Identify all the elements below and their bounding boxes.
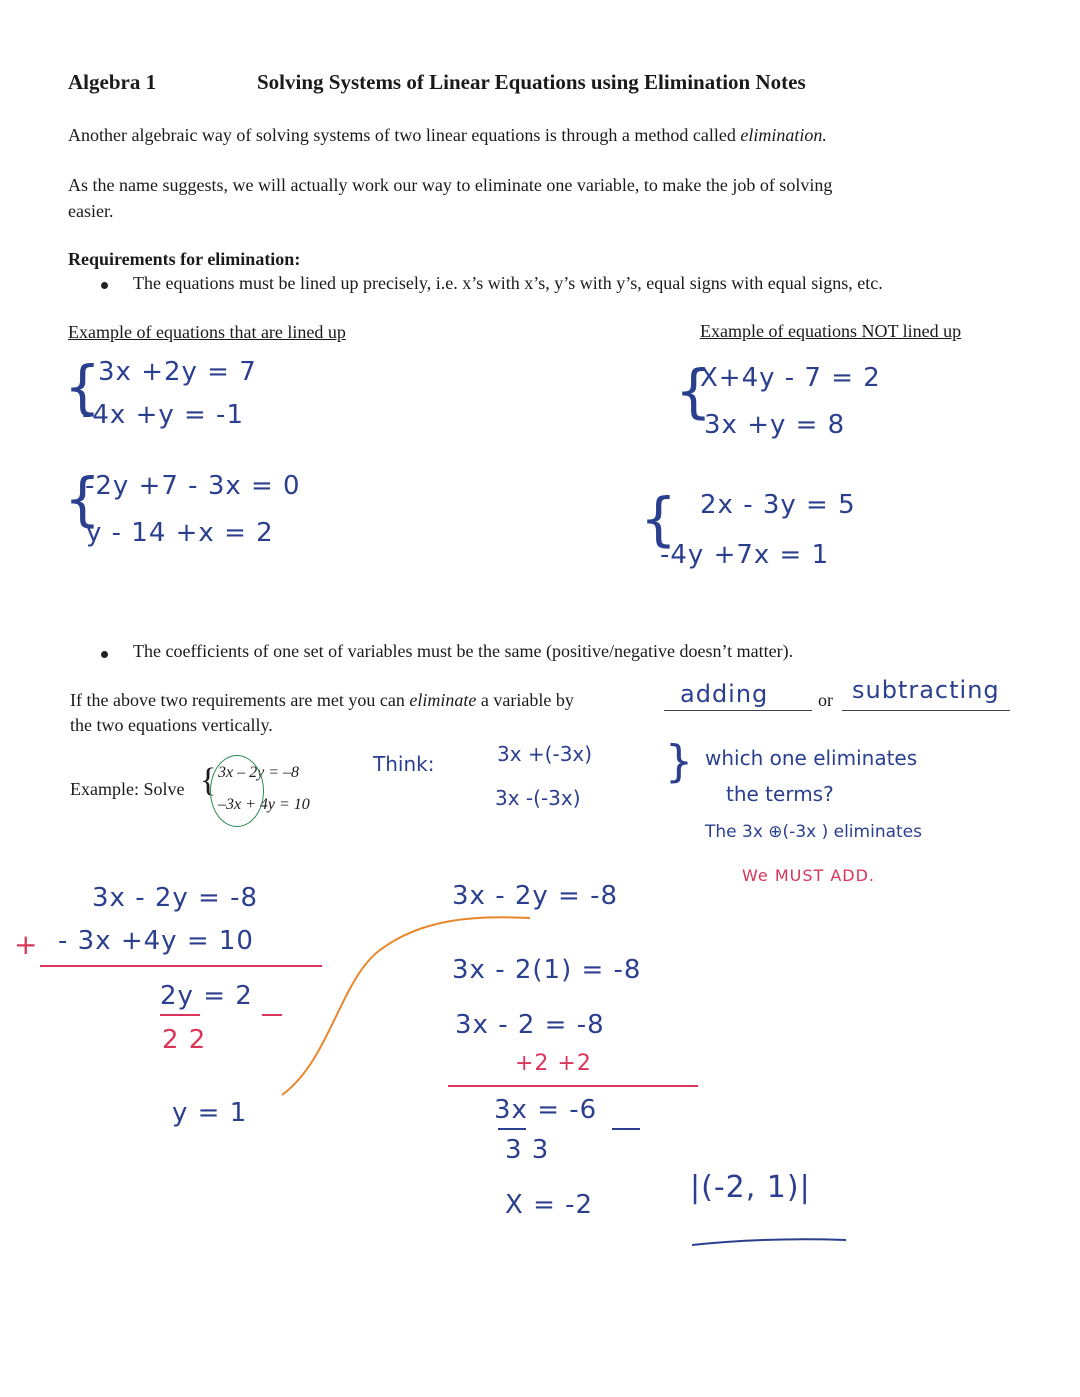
lined-up-example-1-eq2: -4x +y = -1 bbox=[82, 400, 244, 430]
right-work-row-6: 3 3 bbox=[505, 1135, 550, 1165]
brace-icon: { bbox=[665, 736, 693, 787]
not-lined-up-example-1-eq1: X+4y - 7 = 2 bbox=[700, 363, 881, 393]
not-lined-up-example-2-eq2: -4y +7x = 1 bbox=[660, 540, 830, 570]
course-title: Algebra 1 bbox=[68, 70, 157, 94]
fill-in-answer-1: adding bbox=[680, 680, 769, 708]
fill-in-text-start: If the above two requirements are met you can bbox=[70, 690, 410, 710]
fill-in-sentence-end: the two equations vertically. bbox=[70, 715, 273, 735]
substitution-arrow bbox=[282, 917, 530, 1095]
right-work-row-2: 3x - 2(1) = -8 bbox=[452, 955, 642, 985]
example-label: Example: Solve bbox=[70, 779, 185, 799]
lined-up-example-2-eq2: y - 14 +x = 2 bbox=[86, 518, 274, 548]
intro-text: Another algebraic way of solving systems of two linear equations is through a method called bbox=[68, 125, 741, 145]
requirement-2: The coefficients of one set of variables must be the same (positive/negative doesn’t matter). bbox=[133, 641, 794, 661]
left-work-row-2: - 3x +4y = 10 bbox=[58, 926, 254, 956]
left-work-row-4: 2 2 bbox=[162, 1025, 207, 1055]
eliminate-term: eliminate bbox=[409, 690, 477, 710]
fill-in-or: or bbox=[818, 690, 833, 710]
brace-icon: { bbox=[64, 465, 101, 533]
right-work-row-4: +2 +2 bbox=[515, 1051, 592, 1076]
think-note-1: which one eliminates bbox=[705, 746, 918, 770]
not-lined-up-example-2-eq1: 2x - 3y = 5 bbox=[700, 490, 856, 520]
fill-in-answer-2: subtracting bbox=[852, 676, 1000, 704]
think-note-2: the terms? bbox=[726, 782, 834, 806]
intro-paragraph-2-line1: As the name suggests, we will actually work our way to eliminate one variable, to make the job of solving bbox=[68, 175, 833, 195]
example-eq1: 3x – 2y = –8 bbox=[218, 764, 299, 781]
lined-up-label: Example of equations that are lined up bbox=[68, 322, 346, 342]
right-work-row-7: X = -2 bbox=[505, 1190, 594, 1220]
left-work-row-5: y = 1 bbox=[172, 1098, 248, 1128]
left-work-row-3: 2y = 2 bbox=[160, 981, 253, 1011]
think-line-1: 3x +(-3x) bbox=[497, 742, 593, 766]
fill-in-text-mid: a variable by bbox=[476, 690, 574, 710]
final-answer: |(-2, 1)| bbox=[690, 1170, 811, 1205]
answer-underline bbox=[692, 1239, 846, 1245]
requirement-1: The equations must be lined up precisely, i.e. x’s with x’s, y’s with y’s, equal signs with equal signs, etc. bbox=[133, 273, 883, 293]
brace-icon: { bbox=[64, 353, 101, 421]
think-line-2: 3x -(-3x) bbox=[495, 786, 581, 810]
right-work-row-5: 3x = -6 bbox=[494, 1095, 598, 1125]
final-answer-value: (-2, 1) bbox=[701, 1170, 800, 1205]
page-title: Solving Systems of Linear Equations using Elimination Notes bbox=[257, 70, 806, 94]
think-note-3: The 3x ⊕(-3x ) eliminates bbox=[705, 822, 922, 842]
right-work-row-1: 3x - 2y = -8 bbox=[452, 881, 619, 911]
plus-sign: + bbox=[14, 928, 38, 961]
elimination-term: elimination. bbox=[740, 125, 827, 145]
intro-paragraph-2-line2: easier. bbox=[68, 201, 114, 221]
not-lined-up-example-1-eq2: 3x +y = 8 bbox=[704, 410, 846, 440]
brace-icon: { bbox=[675, 357, 712, 425]
lined-up-example-1-eq1: 3x +2y = 7 bbox=[98, 357, 257, 387]
right-work-row-3: 3x - 2 = -8 bbox=[455, 1010, 605, 1040]
brace-icon: { bbox=[200, 762, 217, 799]
think-label: Think: bbox=[373, 752, 435, 776]
example-eq2: –3x + 4y = 10 bbox=[218, 796, 310, 813]
not-lined-up-label: Example of equations NOT lined up bbox=[700, 321, 962, 341]
think-note-4: We MUST ADD. bbox=[742, 866, 876, 885]
lined-up-example-2-eq1: -2y +7 - 3x = 0 bbox=[85, 471, 301, 501]
left-work-row-1: 3x - 2y = -8 bbox=[92, 883, 259, 913]
brace-icon: { bbox=[640, 485, 677, 553]
requirements-heading: Requirements for elimination: bbox=[68, 249, 301, 269]
